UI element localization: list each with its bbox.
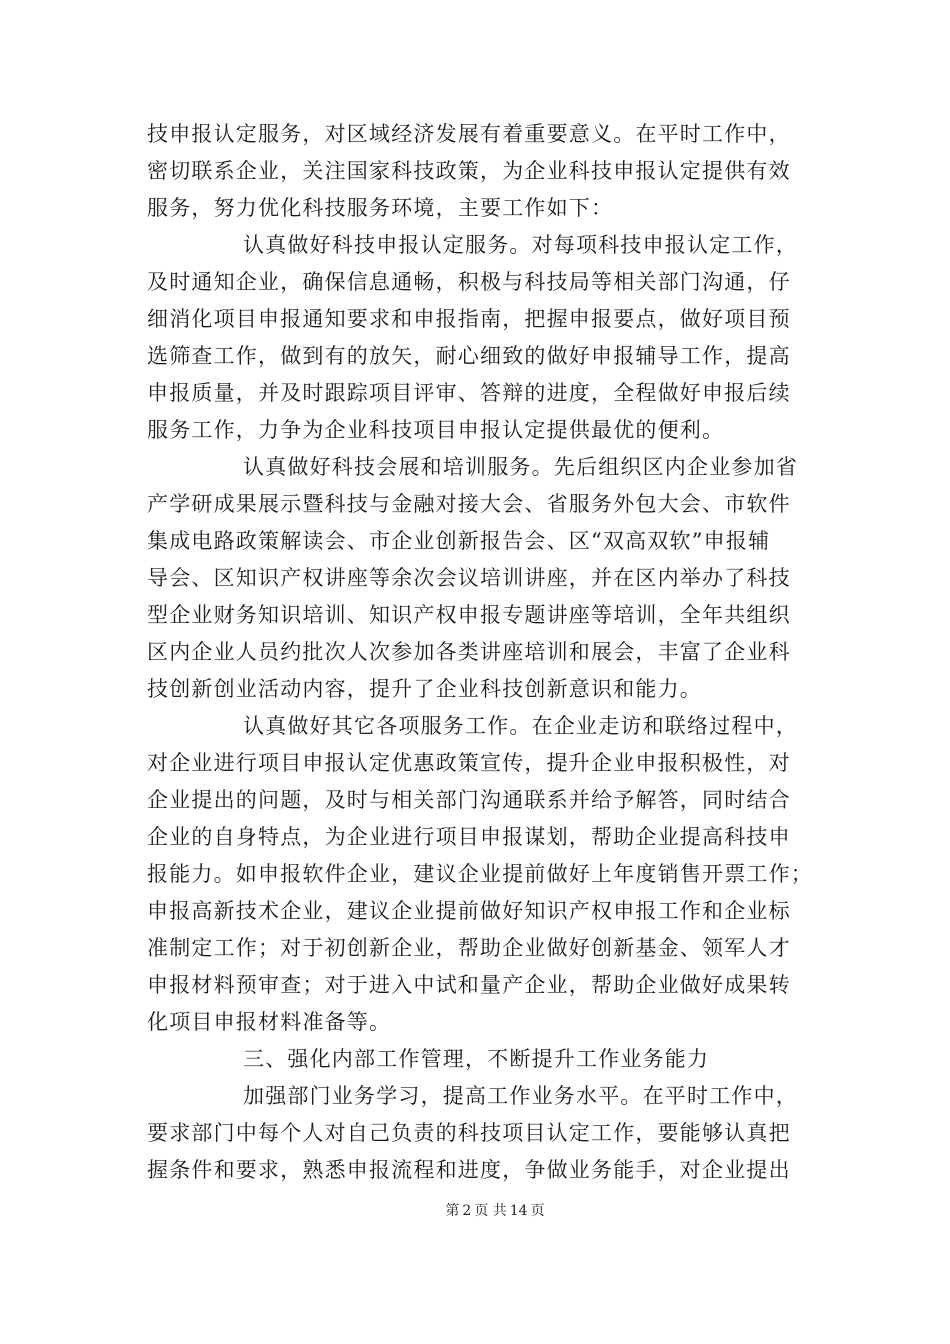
text-line: 准制定工作；对于初创新企业，帮助企业做好创新基金、领军人才: [147, 936, 791, 960]
text-line: 申报质量，并及时跟踪项目评审、答辩的进度，全程做好申报后续: [147, 381, 791, 405]
text-line: 对企业进行项目申报认定优惠政策宣传，提升企业申报积极性，对: [147, 751, 791, 775]
text-line: 技创新创业活动内容，提升了企业科技创新意识和能力。: [147, 677, 702, 701]
text-line: 集成电路政策解读会、市企业创新报告会、区“双高双软”申报辅: [147, 529, 771, 553]
page-footer: [0, 1200, 950, 1220]
text-line: 型企业财务知识培训、知识产权申报专题讲座等培训，全年共组织: [147, 603, 791, 627]
text-line: 密切联系企业，关注国家科技政策，为企业科技申报认定提供有效: [147, 159, 791, 183]
text-line: 及时通知企业，确保信息通畅，积极与科技局等相关部门沟通，仔: [147, 270, 791, 294]
text-line: 技申报认定服务，对区域经济发展有着重要意义。在平时工作中，: [147, 122, 791, 146]
text-line: 三、强化内部工作管理，不断提升工作业务能力: [243, 1047, 710, 1071]
text-line: 认真做好科技会展和培训服务。先后组织区内企业参加省: [243, 455, 798, 479]
text-line: 认真做好其它各项服务工作。在企业走访和联络过程中，: [243, 714, 798, 738]
text-line: 化项目申报材料准备等。: [147, 1010, 392, 1034]
text-line: 要求部门中每个人对自己负责的科技项目认定工作，要能够认真把: [147, 1121, 791, 1145]
text-line: 企业的自身特点，为企业进行项目申报谋划，帮助企业提高科技申: [147, 825, 791, 849]
text-line: 区内企业人员约批次人次参加各类讲座培训和展会，丰富了企业科: [147, 640, 791, 664]
text-line: 服务工作，力争为企业科技项目申报认定提供最优的便利。: [147, 418, 725, 442]
text-line: 报能力。如申报软件企业，建议企业提前做好上年度销售开票工作；: [147, 862, 813, 886]
text-line: 选筛查工作，做到有的放矢，耐心细致的做好申报辅导工作，提高: [147, 344, 791, 368]
document-body: [147, 116, 813, 1189]
footer-prefix: 第: [445, 1203, 460, 1219]
text-line: 握条件和要求，熟悉申报流程和进度，争做业务能手，对企业提出: [147, 1158, 791, 1182]
text-line: 产学研成果展示暨科技与金融对接大会、省服务外包大会、市软件: [147, 492, 791, 516]
text-line: 服务，努力优化科技服务环境，主要工作如下：: [147, 196, 614, 220]
text-line: 细消化项目申报通知要求和申报指南，把握申报要点，做好项目预: [147, 307, 791, 331]
text-line: 申报材料预审查；对于进入中试和量产企业，帮助企业做好成果转: [147, 973, 791, 997]
text-line: 认真做好科技申报认定服务。对每项科技申报认定工作，: [243, 233, 798, 257]
text-line: 导会、区知识产权讲座等余次会议培训讲座，并在区内举办了科技: [147, 566, 791, 590]
text-line: 企业提出的问题，及时与相关部门沟通联系并给予解答，同时结合: [147, 788, 791, 812]
footer-middle: 页 共: [474, 1203, 507, 1219]
footer-page-number: 2: [462, 1203, 472, 1219]
footer-total-pages: 14: [509, 1203, 528, 1219]
text-line: 申报高新技术企业，建议企业提前做好知识产权申报工作和企业标: [147, 899, 791, 923]
text-line: 加强部门业务学习，提高工作业务水平。在平时工作中，: [243, 1084, 798, 1108]
footer-suffix: 页: [530, 1203, 545, 1219]
